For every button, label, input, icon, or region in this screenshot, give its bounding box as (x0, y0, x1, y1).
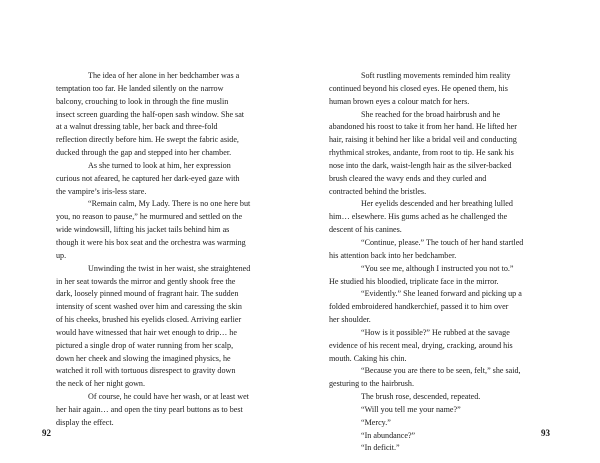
paragraph: “Evidently.” She leaned forward and picking up a folded embroidered handkerchief, passed it to him over her shoulder. (329, 289, 522, 325)
paragraph: The idea of her alone in her bedchamber was a temptation too far. He landed silently on the narrow balcony, crouching to look in through the fine muslin insect screen guarding the half-open sash window. She sat at a walnut dressing table, her back and three-fold reflection directly before him. He swept the fabric aside, ducked through the gap and stepped into her chamber. (56, 71, 245, 158)
paragraph: Soft rustling movements reminded him reality continued beyond his closed eyes. He opened them, his human brown eyes a colour match for hers. (329, 71, 511, 106)
paragraph: “How is it possible?” He rubbed at the savage evidence of his recent meal, drying, cracking, around his mouth. Caking his chin. (329, 327, 513, 363)
paragraph: “Because you are there to be seen, felt,” she said, gesturing to the hairbrush. (329, 366, 521, 389)
paragraph: Unwinding the twist in her waist, she straightened in her seat towards the mirror and gently shook free the dark, loosely pinned mound of fragrant hair. The sudden intensity of scent washed over him and caressing the skin of his cheeks, brushed his eyelids closed. Arriving earlier would have witnessed that hair wet enough to drip… he pictured a single drop of water running from her scalp, down her cheek and slowing the imagined physics, he watched it roll with tortuous disrespect to gravity down the neck of her night gown. (56, 263, 251, 389)
paragraph: “You see me, although I instructed you not to.” He studied his bloodied, triplicate face in the mirror. (329, 263, 514, 286)
paragraph: “Will you tell me your name?” (361, 404, 461, 414)
right-page (329, 70, 546, 455)
paragraph: “Remain calm, My Lady. There is no one here but you, no reason to pause,” he murmured and settled on the wide windowsill, lifting his jacket tails behind him as though it were his box seat and the orchestra was warming up. (56, 199, 251, 260)
paragraph: As she turned to look at him, her expression curious not afeared, he captured her dark-eyed gaze with the vampire’s iris-less stare. (56, 160, 240, 196)
page-number-right: 93 (541, 428, 550, 438)
paragraph: The brush rose, descended, repeated. (361, 392, 481, 402)
paragraph: “In deficit.” (361, 443, 400, 453)
left-page (56, 70, 273, 430)
paragraph: “Continue, please.” The touch of her hand startled his attention back into her bedchamber. (329, 237, 524, 260)
paragraph: “Mercy.” (361, 417, 391, 427)
paragraph: She reached for the broad hairbrush and he abandoned his roost to take it from her hand. He lifted her hair, raising it behind her like a bridal veil and conducting rhythmical strokes, andante, from root to tip. He sank his nose into the dark, waist-length hair as the silver-backed brush cleared the wavy ends and they curled and contracted behind the bristles. (329, 109, 517, 196)
page-number-left: 92 (42, 428, 51, 438)
paragraph: Her eyelids descended and her breathing lulled him… elsewhere. His gums ached as he challenged the descent of his canines. (329, 199, 513, 235)
paragraph: “In abundance?” (361, 430, 416, 440)
paragraph: Of course, he could have her wash, or at least wet her hair again… and open the tiny pearl buttons as to best display the effect. (56, 392, 249, 427)
